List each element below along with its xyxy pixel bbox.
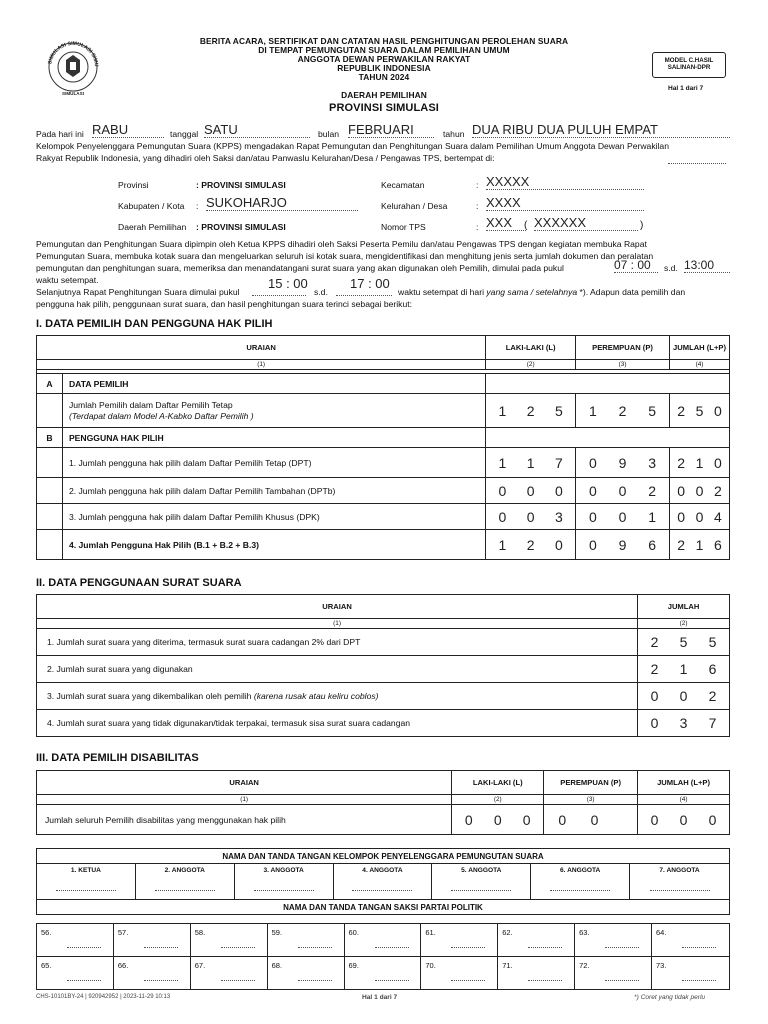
tps-label: Nomor TPS	[381, 222, 426, 232]
count-end-dots	[336, 295, 392, 296]
para1-line2: Pemungutan Suara, membuka kotak suara dan mengeluarkan seluruh isi kotak suara, mengidentifikasi dan menghitung jenis serta jumlah dokumen dan peralatan	[36, 251, 654, 261]
b-row-3: 3. Jumlah pengguna hak pilih dalam Daftar Pemilih Khusus (DPK) 0 0 3 0 0 1 0 0 4	[37, 504, 730, 530]
model-box-line-1: MODEL C.HASIL	[664, 57, 714, 64]
b-letter: B	[37, 428, 63, 448]
model-box	[652, 52, 726, 78]
para1-line3: pemungutan dan penghitungan suara, memeriksa dan menandatangani surat suara yang akan digunakan oleh Pemilih, dimulai pada pukul	[36, 263, 564, 273]
a-letter: A	[37, 374, 63, 394]
dapil-label: Daerah Pemilihan	[118, 222, 187, 232]
kpps-role-2: 2. ANGGOTA	[164, 867, 205, 874]
s2-header-jumlah: JUMLAH	[638, 595, 730, 619]
kpps-role-6: 6. ANGGOTA	[559, 867, 601, 874]
hari-value: RABU	[92, 122, 164, 138]
kpps-sign-3	[254, 890, 314, 891]
s1-sub-2: (2)	[486, 360, 576, 370]
footer-page: Hal 1 dari 7	[362, 994, 398, 1001]
kelurahan-value: XXXX	[486, 195, 644, 211]
tps-paren-open: (	[524, 220, 528, 231]
region-value: PROVINSI SIMULASI	[329, 102, 439, 114]
title-line-1: BERITA ACARA, SERTIFIKAT DAN CATATAN HASIL PENGHITUNGAN PEROLEHAN SUARA	[199, 36, 569, 46]
dapil-value: : PROVINSI SIMULASI	[196, 222, 286, 232]
dotted-blank	[668, 163, 726, 164]
s2-row-2: 2. Jumlah surat suara yang digunakan 2 1 6	[37, 656, 730, 683]
s3-sub-2: (2)	[452, 795, 544, 805]
s3-row-label: Jumlah seluruh Pemilih disabilitas yang menggunakan hak pilih	[37, 805, 452, 835]
dpt-row: Jumlah Pemilih dalam Daftar Pemilih Tetap (Terdapat dalam Model A-Kabko Daftar Pemilih ) 1 2 5 1 2 5 2 5 0	[37, 394, 730, 428]
b-row-1: 1. Jumlah pengguna hak pilih dalam Daftar Pemilih Tetap (DPT) 1 1 7 0 9 3 2 1 0	[37, 448, 730, 478]
tps-paren-close: )	[640, 220, 644, 231]
kecamatan-colon: :	[476, 180, 479, 190]
kabupaten-colon: :	[196, 201, 199, 211]
kpps-sign-7	[650, 890, 710, 891]
count-start-time: 15 : 00	[268, 276, 308, 291]
section1-subheader-row	[37, 360, 730, 370]
title-line-3: ANGGOTA DEWAN PERWAKILAN RAKYAT	[297, 54, 471, 64]
s2-row-3-label: 3. Jumlah surat suara yang dikembalikan oleh pemilih	[47, 691, 252, 701]
tps-colon: :	[476, 222, 479, 232]
saksi-title: NAMA DAN TANDA TANGAN SAKSI PARTAI POLITIK	[37, 900, 730, 915]
saksi-signature-table	[36, 923, 730, 990]
count-end-time: 17 : 00	[350, 276, 390, 291]
s2-row-1: 1. Jumlah surat suara yang diterima, termasuk surat suara cadangan 2% dari DPT 2 5 5	[37, 629, 730, 656]
title-line-4: REPUBLIK INDONESIA	[337, 63, 431, 73]
s2-row-4: 4. Jumlah surat suara yang tidak digunakan/tidak terpakai, termasuk sisa surat suara cadangan 0 3 7	[37, 710, 730, 737]
s2-row-4-label: 4. Jumlah surat suara yang tidak digunakan/tidak terpakai, termasuk sisa surat suara cadangan	[37, 710, 638, 737]
s1-header-perempuan: PEREMPUAN (P)	[576, 336, 670, 360]
s1-sub-1: (1)	[37, 360, 486, 370]
bulan-value: FEBRUARI	[348, 122, 434, 138]
tanggal-label: tanggal	[170, 129, 199, 139]
intro-line-2: Kelompok Penyelenggara Pemungutan Suara (KPPS) mengadakan Rapat Pemungutan dan Penghitungan Suara dalam Pemilihan Umum Anggota Dewan Perwakilan	[36, 141, 669, 151]
s3-header-perempuan: PEREMPUAN (P)	[544, 771, 638, 795]
dpt-row-label: Jumlah Pemilih dalam Daftar Pemilih Tetap	[68, 399, 233, 410]
s2-row-1-label: 1. Jumlah surat suara yang diterima, termasuk surat suara cadangan 2% dari DPT	[37, 629, 638, 656]
section2-table	[36, 594, 730, 737]
count-start-dots	[252, 295, 306, 296]
kpps-sign-4	[352, 890, 412, 891]
para2-mid-text: waktu setempat di hari	[398, 287, 484, 297]
kpps-role-7: 7. ANGGOTA	[659, 867, 700, 874]
s1-header-jumlah: JUMLAH (L+P)	[670, 336, 730, 360]
s2-row-3: 3. Jumlah surat suara yang dikembalikan oleh pemilih (karena rusak atau keliru coblos) 0 0 2	[37, 683, 730, 710]
b-title: PENGGUNA HAK PILIH	[62, 428, 485, 448]
footer-code: CHS-10101BY-24 | 920942952 | 2023-11-29 10:13	[36, 994, 171, 1000]
para2-start: Selanjutnya Rapat Penghitungan Suara dimulai pukul	[36, 287, 240, 297]
para2-line2: pengguna hak pilih, penggunaan surat suara, dan hasil penghitungan suara terinci sebagai berikut:	[36, 299, 413, 309]
s3-sub-1: (1)	[37, 795, 452, 805]
kabupaten-label: Kabupaten / Kota	[118, 201, 185, 211]
s1-header-uraian: URAIAN	[37, 336, 486, 360]
tahun-label: tahun	[443, 129, 465, 139]
b-row-3-label: 3. Jumlah pengguna hak pilih dalam Daftar Pemilih Khusus (DPK)	[62, 504, 485, 530]
section1-a-row	[37, 374, 730, 394]
s2-sub-1: (1)	[37, 619, 638, 629]
region-label: DAERAH PEMILIHAN	[341, 90, 427, 100]
kelurahan-colon: :	[476, 201, 479, 211]
model-box-line-2: SALINAN-DPR	[667, 64, 711, 71]
bulan-label: bulan	[318, 129, 340, 139]
provinsi-value: : PROVINSI SIMULASI	[196, 180, 286, 190]
tps-value-2: XXXXXX	[534, 215, 638, 231]
s1-sub-3: (3)	[576, 360, 670, 370]
b-row-4-label: 4. Jumlah Pengguna Hak Pilih (B.1 + B.2 + B.3)	[62, 530, 485, 560]
s3-sub-3: (3)	[544, 795, 638, 805]
kpps-role-3: 3. ANGGOTA	[263, 867, 304, 874]
kecamatan-value: XXXXX	[486, 174, 644, 190]
kpps-title: NAMA DAN TANDA TANGAN KELOMPOK PENYELENGGARA PEMUNGUTAN SUARA	[37, 849, 730, 864]
section1-table	[36, 335, 730, 560]
s1-sub-4: (4)	[670, 360, 730, 370]
kabupaten-value: SUKOHARJO	[206, 195, 358, 211]
sd-label-2: s.d.	[314, 287, 328, 297]
kecamatan-label: Kecamatan	[381, 180, 425, 190]
s2-row-3-note: (karena rusak atau keliru coblos)	[253, 691, 379, 701]
title-line-5: TAHUN 2024	[358, 72, 410, 82]
section1-b-row	[37, 428, 730, 448]
title-line-2: DI TEMPAT PEMUNGUTAN SUARA DALAM PEMILIHAN UMUM	[258, 45, 510, 55]
para2-mid	[398, 287, 685, 297]
section2-title: II. DATA PENGGUNAAN SURAT SUARA	[36, 577, 242, 589]
s3-header-jumlah: JUMLAH (L+P)	[638, 771, 730, 795]
end-time: 13:00	[684, 258, 730, 273]
tps-value: XXX	[486, 215, 526, 231]
page-number: Hal 1 dari 7	[668, 85, 704, 92]
kpps-sign-6	[550, 890, 610, 891]
b-row-1-label: 1. Jumlah pengguna hak pilih dalam Daftar Pemilih Tetap (DPT)	[62, 448, 485, 478]
kpps-sign-5	[451, 890, 511, 891]
seal-text-bottom: SIMULASI	[62, 91, 84, 96]
s3-header-uraian: URAIAN	[37, 771, 452, 795]
waktu-setempat: waktu setempat.	[36, 275, 99, 285]
s2-sub-2: (2)	[638, 619, 730, 629]
saksi-row-1: 56. 57. 58. 59. 60. 61. 62. 63. 64.	[37, 924, 730, 957]
intro-pada-hari: Pada hari ini	[36, 129, 84, 139]
saksi-row-2: 65. 66. 67. 68. 69. 70. 71. 72. 73.	[37, 957, 730, 990]
footer-note: *) Coret yang tidak perlu	[634, 994, 706, 1001]
para2-italic: yang sama / setelahnya	[486, 287, 578, 297]
section1-title: I. DATA PEMILIH DAN PENGGUNA HAK PILIH	[36, 318, 273, 330]
section3-table	[36, 770, 730, 835]
sd-label-1: s.d.	[664, 263, 678, 273]
kpps-sign-2	[155, 890, 215, 891]
kelurahan-label: Kelurahan / Desa	[381, 201, 448, 211]
b-row-2-label: 2. Jumlah pengguna hak pilih dalam Daftar Pemilih Tambahan (DPTb)	[62, 478, 485, 504]
a-title: DATA PEMILIH	[62, 374, 485, 394]
intro-line-3: Rakyat Republik Indonesia, yang dihadiri oleh Saksi dan/atau Panwaslu Kelurahan/Desa / Pengawas TPS, bertempat di:	[36, 153, 495, 163]
start-time: 07 : 00	[614, 258, 658, 273]
section1-header-row	[37, 336, 730, 360]
s3-header-laki: LAKI-LAKI (L)	[452, 771, 544, 795]
b-row-4: 4. Jumlah Pengguna Hak Pilih (B.1 + B.2 + B.3) 1 2 0 0 9 6 2 1 6	[37, 530, 730, 560]
b-row-2: 2. Jumlah pengguna hak pilih dalam Daftar Pemilih Tambahan (DPTb) 0 0 0 0 0 2 0 0 2	[37, 478, 730, 504]
kpps-role-5: 5. ANGGOTA	[461, 867, 502, 874]
s3-sub-4: (4)	[638, 795, 730, 805]
kpps-role-row	[37, 864, 730, 900]
s2-row-2-label: 2. Jumlah surat suara yang digunakan	[37, 656, 638, 683]
dpt-row-note: (Terdapat dalam Model A-Kabko Daftar Pemilih )	[68, 410, 254, 421]
kpps-role-1: 1. KETUA	[70, 867, 101, 874]
provinsi-label: Provinsi	[118, 180, 149, 190]
s2-header-uraian: URAIAN	[37, 595, 638, 619]
kpps-signature-table	[36, 848, 730, 915]
para2-end: *). Adapun data pemilih dan	[579, 287, 686, 297]
s1-header-laki: LAKI-LAKI (L)	[486, 336, 576, 360]
para1-line1: Pemungutan dan Penghitungan Suara dipimpin oleh Ketua KPPS dihadiri oleh Saksi Peserta Pemilu dan/atau Pengawas TPS dengan kegiatan membuka Rapat	[36, 239, 647, 249]
tahun-value: DUA RIBU DUA PULUH EMPAT	[472, 122, 730, 138]
section3-title: III. DATA PEMILIH DISABILITAS	[36, 752, 199, 764]
tanggal-value: SATU	[204, 122, 310, 138]
seal-text-top: SIMULASI SIMULASI SIMU	[47, 40, 100, 67]
kpps-role-4: 4. ANGGOTA	[362, 867, 403, 874]
kpps-sign-1	[56, 890, 116, 891]
s3-row: Jumlah seluruh Pemilih disabilitas yang menggunakan hak pilih 0 0 0 0 0 0 0 0	[37, 805, 730, 835]
